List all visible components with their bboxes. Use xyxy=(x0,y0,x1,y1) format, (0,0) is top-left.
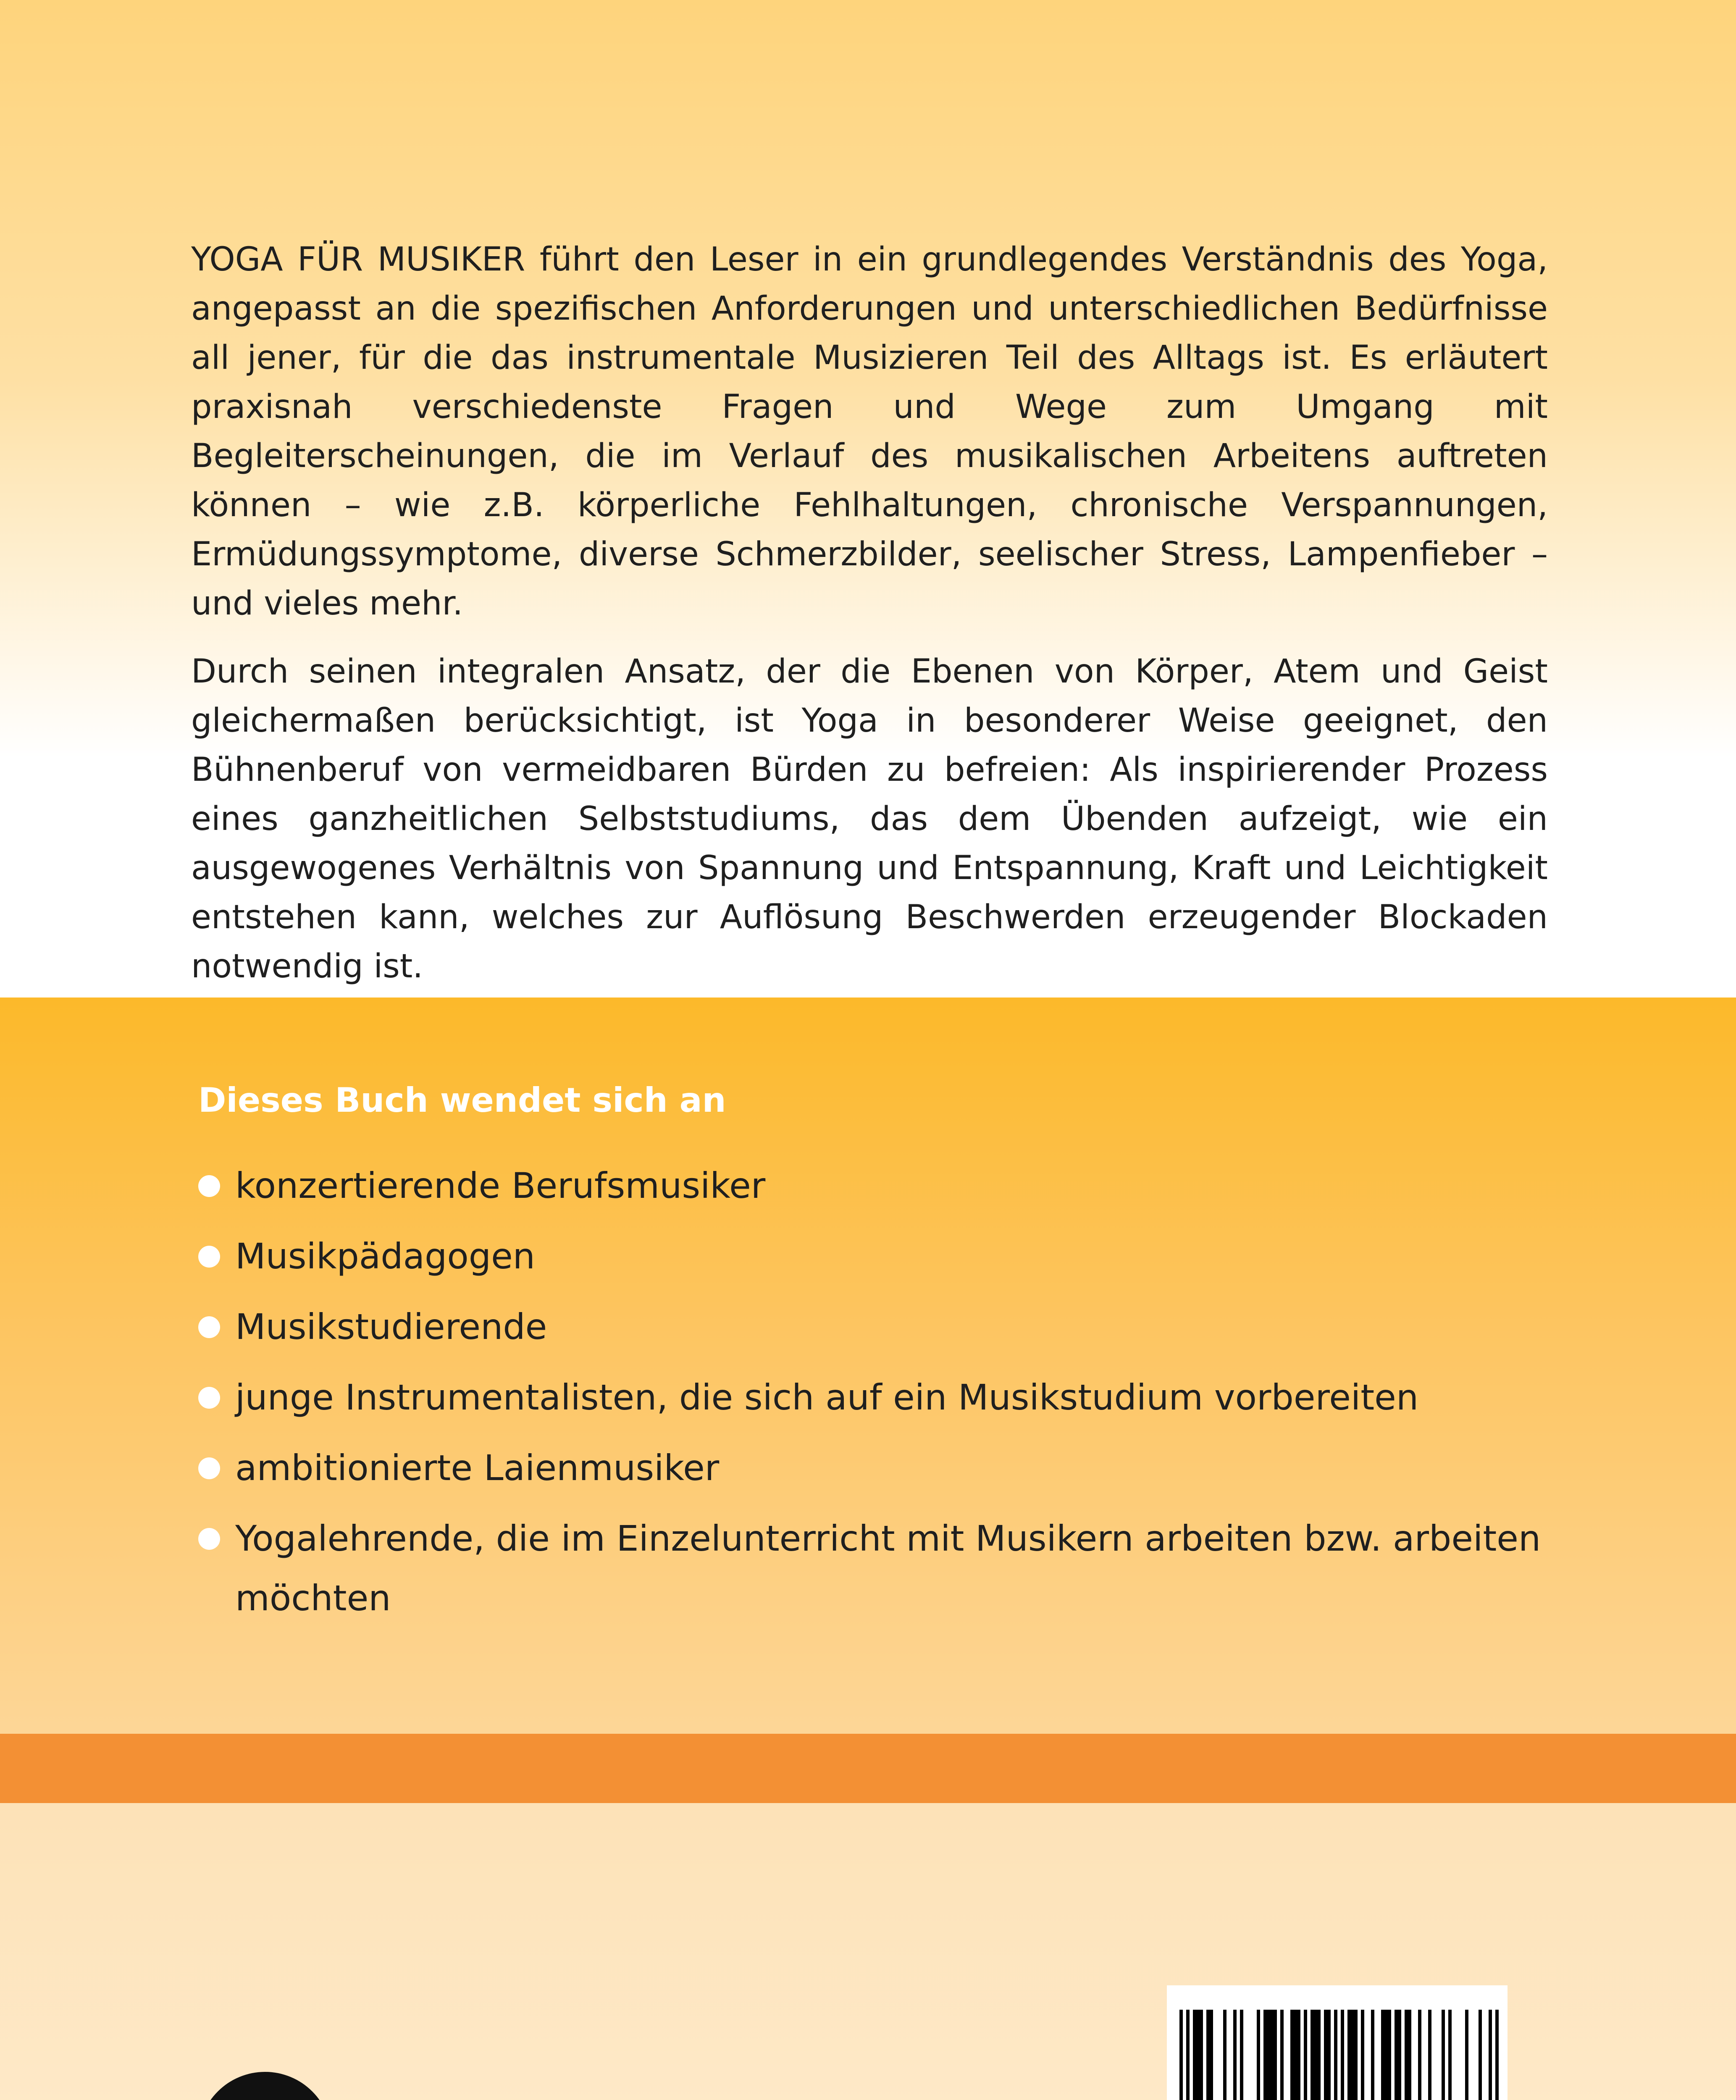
barcode-bar xyxy=(1428,2010,1431,2100)
barcode-bar xyxy=(1240,2010,1243,2100)
barcode-bar xyxy=(1384,2010,1388,2100)
barcode-bar xyxy=(1263,2010,1267,2100)
description-paragraph-1: YOGA FÜR MUSIKER führt den Leser in ein grundlegendes Verständnis des Yoga, angepasst an die spezifischen Anforderungen und unterschiedlichen Bedürfnisse all jener, für die das instrumentale Musizieren Teil des Alltags ist. Es erläutert praxisnah verschiedenste Fragen und Wege zum Umgang mit Begleiterscheinungen, die im Verlauf des musikalischen Arbeitens auftreten können – wie z.B. körperliche Fehlhaltungen, chronische Verspannungen, Ermüdungssymptome, diverse Schmerzbilder, seelischer Stress, Lampenfieber – und vieles mehr. xyxy=(191,241,1548,622)
list-item xyxy=(198,1438,1584,1498)
barcode-bar xyxy=(1398,2010,1401,2100)
barcode-bar xyxy=(1341,2010,1344,2100)
audience-list xyxy=(198,1156,1584,1639)
barcode-bar xyxy=(1354,2010,1358,2100)
barcode xyxy=(1167,1985,1508,2100)
barcode-bar xyxy=(1297,2010,1300,2100)
barcode-bar xyxy=(1381,2010,1384,2100)
barcode-bar xyxy=(1196,2010,1200,2100)
barcode-bar xyxy=(1405,2010,1408,2100)
orange-divider-stripe xyxy=(0,1734,1736,1803)
barcode-bar xyxy=(1314,2010,1317,2100)
list-item xyxy=(198,1156,1584,1215)
barcode-bar xyxy=(1267,2010,1270,2100)
barcode-bar xyxy=(1408,2010,1411,2100)
audience-title: Dieses Buch wendet sich an xyxy=(198,1081,726,1120)
barcode-bar xyxy=(1193,2010,1196,2100)
barcode-bar xyxy=(1290,2010,1294,2100)
barcode-bar xyxy=(1347,2010,1351,2100)
description-text xyxy=(191,235,1548,1010)
barcode-bar xyxy=(1448,2010,1452,2100)
list-item-text: konzertierende Berufsmusiker xyxy=(235,1165,766,1206)
barcode-bar xyxy=(1489,2010,1492,2100)
barcode-bar xyxy=(1361,2010,1364,2100)
barcode-bar xyxy=(1327,2010,1331,2100)
list-item-text: ambitionierte Laienmusiker xyxy=(235,1447,720,1488)
barcode-bar xyxy=(1479,2010,1482,2100)
barcode-bar xyxy=(1186,2010,1190,2100)
barcode-bar xyxy=(1294,2010,1297,2100)
bullet-dot-icon xyxy=(198,1528,220,1550)
list-item xyxy=(198,1226,1584,1286)
publisher-logo-icon xyxy=(198,2072,332,2100)
list-item-text: Yogalehrende, die im Einzelunterricht mit Musikern arbeiten bzw. arbeiten möchten xyxy=(235,1518,1541,1619)
description-paragraph-2: Durch seinen integralen Ansatz, der die Ebenen von Körper, Atem und Geist gleichermaßen berücksichtigt, ist Yoga in besonderer Weise geeignet, den Bühnenberuf von vermeidbaren Bürden zu befreien: Als inspirierender Prozess eines ganzheitlichen Selbststudiums, das dem Übenden aufzeigt, wie ein ausgewogenes Verhältnis von Spannung und Entspannung, Kraft und Leichtigkeit entstehen kann, welches zur Auflösung Beschwerden erzeugender Blockaden notwendig ist. xyxy=(191,653,1548,985)
barcode-bar xyxy=(1280,2010,1284,2100)
barcode-bar xyxy=(1179,2010,1183,2100)
barcode-bar xyxy=(1257,2010,1260,2100)
barcode-bar xyxy=(1210,2010,1213,2100)
barcode-bar xyxy=(1311,2010,1314,2100)
bullet-dot-icon xyxy=(198,1457,220,1479)
barcode-bars xyxy=(1179,2010,1499,2100)
bullet-dot-icon xyxy=(198,1246,220,1268)
barcode-bar xyxy=(1465,2010,1468,2100)
bullet-dot-icon xyxy=(198,1316,220,1338)
list-item xyxy=(198,1368,1584,1427)
list-item xyxy=(198,1297,1584,1357)
barcode-bar xyxy=(1317,2010,1321,2100)
list-item-text: junge Instrumentalisten, die sich auf ein Musikstudium vorbereiten xyxy=(235,1377,1419,1418)
barcode-bar xyxy=(1324,2010,1327,2100)
barcode-bar xyxy=(1418,2010,1421,2100)
bullet-dot-icon xyxy=(198,1387,220,1409)
barcode-bar xyxy=(1200,2010,1203,2100)
barcode-bar xyxy=(1351,2010,1354,2100)
barcode-bar xyxy=(1371,2010,1374,2100)
barcode-bar xyxy=(1495,2010,1499,2100)
barcode-bar xyxy=(1442,2010,1445,2100)
list-item-text: Musikpädagogen xyxy=(235,1236,535,1277)
barcode-bar xyxy=(1274,2010,1277,2100)
barcode-bar xyxy=(1395,2010,1398,2100)
barcode-bar xyxy=(1233,2010,1237,2100)
list-item xyxy=(198,1509,1584,1628)
barcode-bar xyxy=(1270,2010,1274,2100)
barcode-bar xyxy=(1206,2010,1210,2100)
barcode-bar xyxy=(1388,2010,1391,2100)
barcode-bar xyxy=(1223,2010,1226,2100)
bullet-dot-icon xyxy=(198,1175,220,1197)
barcode-bar xyxy=(1304,2010,1307,2100)
list-item-text: Musikstudierende xyxy=(235,1306,547,1347)
barcode-bar xyxy=(1334,2010,1337,2100)
